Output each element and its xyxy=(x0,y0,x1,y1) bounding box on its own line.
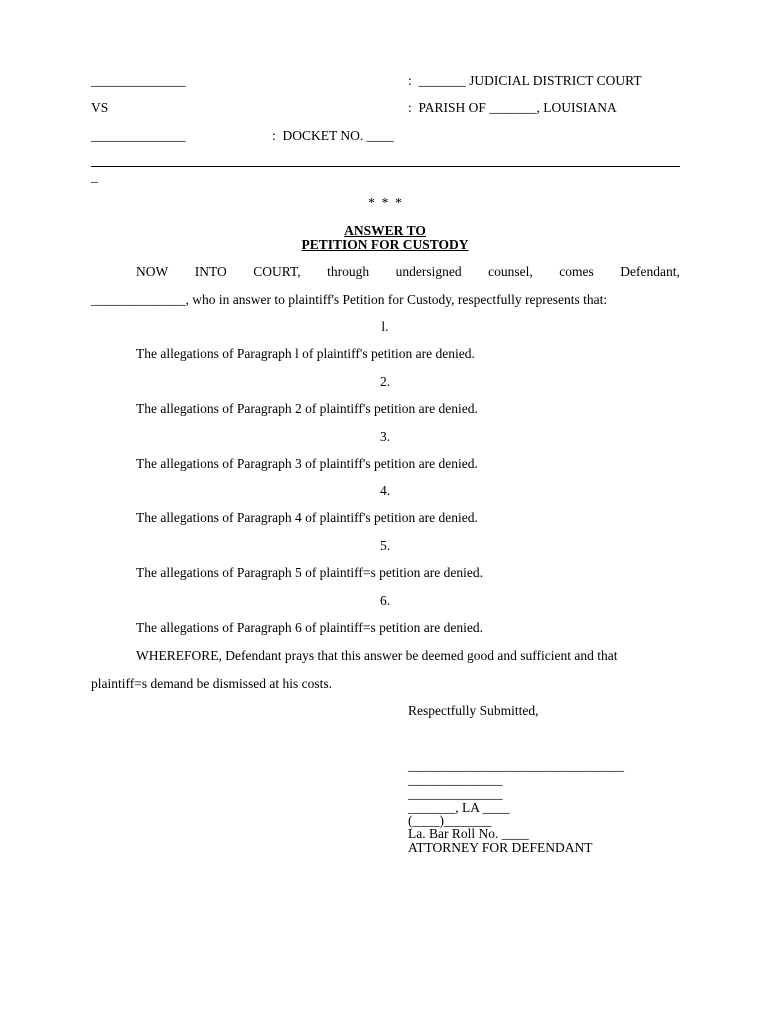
docket-number-line: : DOCKET NO. ____ xyxy=(272,128,394,143)
attorney-address-line-2: ______________ xyxy=(408,786,503,801)
intro-line-2: ______________, who in answer to plaintiff's Petition for Custody, respectfully represents that: xyxy=(91,292,608,307)
intro-word: NOW xyxy=(136,264,169,279)
section-stars: * * * xyxy=(368,195,402,210)
paragraph-text: The allegations of Paragraph 4 of plaintiff's petition are denied. xyxy=(136,510,478,525)
intro-word: through xyxy=(327,264,370,279)
wherefore-line-2: plaintiff=s demand be dismissed at his costs. xyxy=(91,676,332,691)
document-title-line-2: PETITION FOR CUSTODY xyxy=(301,237,469,252)
intro-word: INTO xyxy=(194,264,227,279)
paragraph-number: l. xyxy=(381,319,389,334)
parish-line: : PARISH OF _______, LOUISIANA xyxy=(408,100,617,115)
paragraph-number: 6. xyxy=(379,593,391,608)
caption-divider-tail: _ xyxy=(91,169,98,184)
paragraph-text: The allegations of Paragraph 2 of plaintiff's petition are denied. xyxy=(136,401,478,416)
intro-word: counsel, xyxy=(488,264,533,279)
attorney-address-line-1: ______________ xyxy=(408,772,503,787)
paragraph-text: The allegations of Paragraph l of plaintiff's petition are denied. xyxy=(136,346,475,361)
intro-word: COURT, xyxy=(253,264,301,279)
paragraph-number: 3. xyxy=(379,429,391,444)
paragraph-text: The allegations of Paragraph 6 of plaintiff=s petition are denied. xyxy=(136,620,484,635)
caption-divider xyxy=(91,166,680,167)
paragraph-number: 4. xyxy=(379,483,391,498)
bar-roll-number: La. Bar Roll No. ____ xyxy=(408,826,529,841)
attorney-role: ATTORNEY FOR DEFENDANT xyxy=(408,840,593,855)
attorney-city-line: _______, LA ____ xyxy=(408,800,510,815)
document-title-line-1: ANSWER TO xyxy=(344,223,426,238)
intro-word: Defendant, xyxy=(620,264,680,279)
paragraph-text: The allegations of Paragraph 3 of plaintiff's petition are denied. xyxy=(136,456,478,471)
plaintiff-name-blank: ______________ xyxy=(91,73,186,88)
attorney-phone-line: (____)_______ xyxy=(408,813,492,828)
court-name-line: : _______ JUDICIAL DISTRICT COURT xyxy=(408,73,642,88)
intro-line-1 xyxy=(136,265,680,279)
intro-word: comes xyxy=(559,264,594,279)
defendant-name-blank: ______________ xyxy=(91,128,186,143)
versus-label: VS xyxy=(91,100,109,115)
wherefore-line-1: WHEREFORE, Defendant prays that this answer be deemed good and sufficient and that xyxy=(136,648,618,663)
respectfully-submitted: Respectfully Submitted, xyxy=(408,703,539,718)
paragraph-number: 5. xyxy=(379,538,391,553)
paragraph-text: The allegations of Paragraph 5 of plaintiff=s petition are denied. xyxy=(136,565,484,580)
signature-line: ________________________________ xyxy=(408,758,624,773)
paragraph-number: 2. xyxy=(379,374,391,389)
intro-word: undersigned xyxy=(395,264,462,279)
